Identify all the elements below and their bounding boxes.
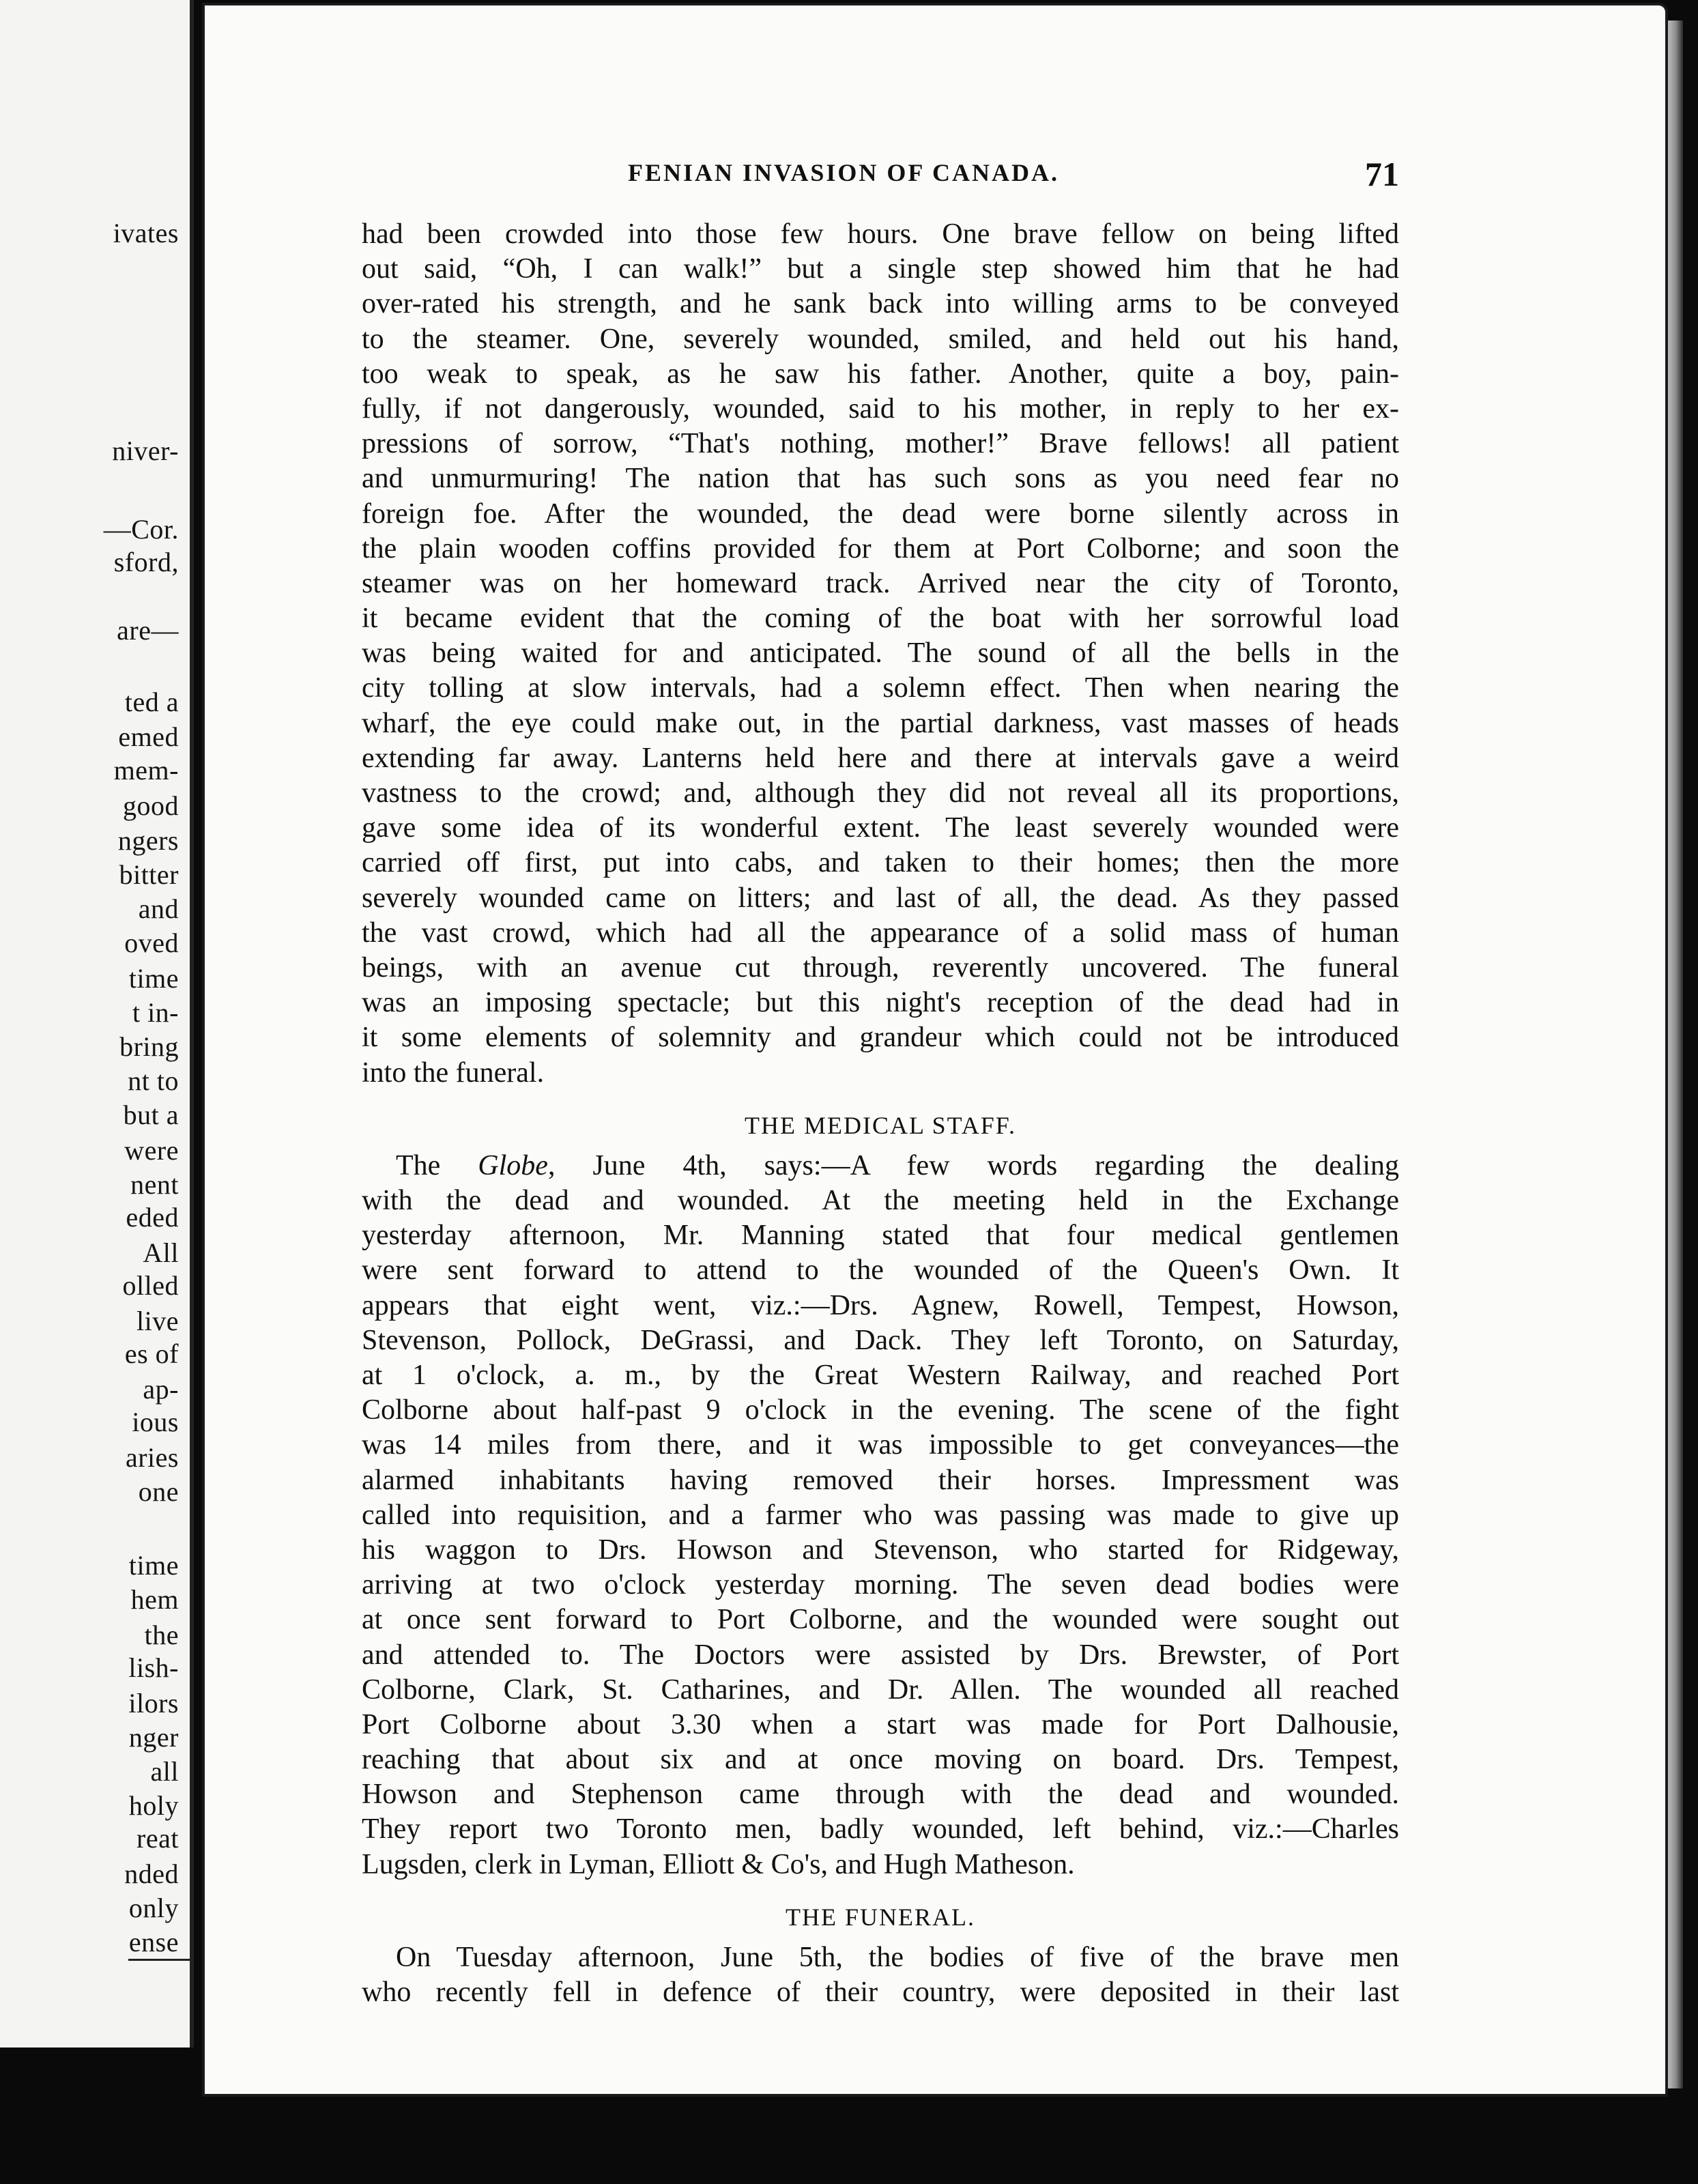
- text-line: was 14 miles from there, and it was impossible to get conveyances—the: [362, 1429, 1399, 1461]
- text-line: severely wounded came on litters; and last of all, the dead. As they passed: [362, 882, 1399, 914]
- previous-page-fragment: and: [138, 893, 179, 924]
- text-line: steamer was on her homeward track. Arrived near the city of Toronto,: [362, 567, 1399, 599]
- previous-page-fragment: ap-: [143, 1374, 179, 1405]
- text-line: wharf, the eye could make out, in the partial darkness, vast masses of heads: [362, 707, 1399, 739]
- text-line: it some elements of solemnity and grandeur which could not be introduced: [362, 1022, 1399, 1054]
- previous-page-fragment: ivates: [113, 218, 179, 248]
- previous-page-fragment: nent: [130, 1169, 179, 1200]
- text-line: city tolling at slow intervals, had a solemn effect. Then when nearing the: [362, 672, 1399, 704]
- previous-page-fragment: ngers: [117, 825, 179, 856]
- previous-page-fragment: the: [144, 1620, 179, 1650]
- text-line: and unmurmuring! The nation that has such sons as you need fear no: [362, 463, 1399, 495]
- text-line: Stevenson, Pollock, DeGrassi, and Dack. They left Toronto, on Saturday,: [362, 1324, 1399, 1356]
- text-line: Colborne about half-past 9 o'clock in the evening. The scene of the fight: [362, 1394, 1399, 1426]
- previous-page-fragment: but a: [123, 1100, 179, 1130]
- previous-page-fragment: olled: [122, 1270, 179, 1301]
- previous-page-fragment: —Cor.: [103, 514, 179, 545]
- previous-page-fragment: time: [128, 963, 179, 994]
- previous-page-fragment: all: [150, 1756, 179, 1787]
- text-line: at 1 o'clock, a. m., by the Great Western Railway, and reached Port: [362, 1360, 1399, 1391]
- text-line: carried off first, put into cabs, and taken to their homes; then the more: [362, 847, 1399, 879]
- previous-page-fragment: hem: [130, 1584, 179, 1615]
- previous-page-fragment: are—: [117, 615, 179, 646]
- text-line: Colborne, Clark, St. Catharines, and Dr. Allen. The wounded all reached: [362, 1673, 1399, 1706]
- text-line: the vast crowd, which had all the appearance of a solid mass of human: [362, 917, 1399, 949]
- previous-page-fragment: emed: [118, 721, 179, 752]
- previous-page-edge: [0, 0, 194, 2048]
- text-line: Port Colborne about 3.30 when a start was made for Port Dalhousie,: [362, 1708, 1399, 1740]
- text-line: reaching that about six and at once moving on board. Drs. Tempest,: [362, 1744, 1399, 1776]
- heading-medical-staff: THE MEDICAL STAFF.: [745, 1111, 1016, 1139]
- text-line: his waggon to Drs. Howson and Stevenson, who started for Ridgeway,: [362, 1534, 1399, 1566]
- text-line: with the dead and wounded. At the meeting held in the Exchange: [362, 1185, 1399, 1217]
- text-line: Lugsden, clerk in Lyman, Elliott & Co's, and Hugh Matheson.: [362, 1848, 1075, 1880]
- previous-page-fragment: ious: [132, 1407, 179, 1437]
- page-text: [362, 217, 1399, 2010]
- previous-page-fragment: ted a: [124, 687, 179, 717]
- text-line: beings, with an avenue cut through, reverently uncovered. The funeral: [362, 951, 1399, 983]
- paragraph-medical-staff: [362, 1183, 1399, 1882]
- text-line: pressions of sorrow, “That's nothing, mother!” Brave fellows! all patient: [362, 428, 1399, 460]
- text-line: out said, “Oh, I can walk!” but a single step showed him that he had: [362, 253, 1399, 285]
- text-line: The Globe, June 4th, says:—A few words regarding the dealing: [396, 1149, 1400, 1181]
- previous-page-fragment: good: [123, 790, 179, 821]
- paragraph-wounded-return: [362, 217, 1399, 1091]
- page-number: 71: [1365, 155, 1399, 193]
- text-line: who recently fell in defence of their country, were deposited in their last: [362, 1977, 1399, 2009]
- previous-page-fragment: es of: [124, 1338, 179, 1369]
- running-head: FENIAN INVASION OF CANADA.: [628, 159, 1060, 186]
- text-line: had been crowded into those few hours. One brave fellow on being lifted: [362, 218, 1399, 250]
- text-line: On Tuesday afternoon, June 5th, the bodies of five of the brave men: [396, 1942, 1399, 1973]
- text-line: was being waited for and anticipated. The sound of all the bells in the: [362, 637, 1399, 670]
- text-line: arriving at two o'clock yesterday morning. The seven dead bodies were: [362, 1569, 1399, 1601]
- text-line: extending far away. Lanterns held here and there at intervals gave a weird: [362, 742, 1399, 774]
- previous-page-fragment: lish-: [128, 1652, 179, 1683]
- text-line: to the steamer. One, severely wounded, smiled, and held out his hand,: [362, 323, 1399, 355]
- previous-page-fragment: one: [138, 1476, 179, 1507]
- previous-page-fragment: only: [128, 1893, 179, 1923]
- text-line: was an imposing spectacle; but this night's reception of the dead had in: [362, 987, 1399, 1019]
- previous-page-fragment: aries: [125, 1442, 179, 1473]
- previous-page-fragment: nt to: [128, 1065, 179, 1096]
- text-line: too weak to speak, as he saw his father. Another, quite a boy, pain-: [362, 358, 1399, 390]
- text-line: over-rated his strength, and he sank back into willing arms to be conveyed: [362, 288, 1399, 320]
- heading-funeral: THE FUNERAL.: [786, 1903, 975, 1931]
- previous-page-fragment: reat: [136, 1823, 179, 1854]
- previous-page-fragment: ense: [128, 1927, 179, 1957]
- previous-page-fragment: mem-: [113, 755, 179, 786]
- text-line: yesterday afternoon, Mr. Manning stated that four medical gentlemen: [362, 1220, 1399, 1252]
- text-line: the plain wooden coffins provided for them at Port Colborne; and soon the: [362, 532, 1399, 564]
- text-line: it became evident that the coming of the boat with her sorrowful load: [362, 603, 1399, 635]
- previous-page-fragment: time: [128, 1550, 179, 1581]
- page-edge-shadow: [1665, 20, 1683, 2088]
- previous-page-fragment: eded: [126, 1202, 179, 1233]
- previous-page-fragment: were: [124, 1135, 179, 1166]
- text-line: Howson and Stephenson came through with the dead and wounded.: [362, 1779, 1399, 1811]
- paragraph-funeral: [362, 1940, 1399, 2010]
- text-line: foreign foe. After the wounded, the dead were borne silently across in: [362, 498, 1399, 530]
- previous-page-fragment: ilors: [128, 1688, 179, 1719]
- text-line: called into requisition, and a farmer who was passing was made to give up: [362, 1499, 1399, 1531]
- previous-page-fragment: t in-: [132, 997, 179, 1028]
- text-line: into the funeral.: [362, 1057, 545, 1089]
- text-line: alarmed inhabitants having removed their horses. Impressment was: [362, 1464, 1399, 1496]
- text-line: They report two Toronto men, badly wounded, left behind, viz.:—Charles: [362, 1813, 1399, 1845]
- text-line: and attended to. The Doctors were assisted by Drs. Brewster, of Port: [362, 1639, 1399, 1671]
- text-line: appears that eight went, viz.:—Drs. Agnew, Rowell, Tempest, Howson,: [362, 1289, 1399, 1321]
- previous-page-fragment: bring: [119, 1031, 179, 1062]
- previous-page-fragment: holy: [128, 1790, 179, 1821]
- text-line: at once sent forward to Port Colborne, and the wounded were sought out: [362, 1604, 1399, 1636]
- previous-page-fragment: live: [136, 1306, 179, 1336]
- previous-page-fragment: All: [143, 1237, 179, 1268]
- previous-page-fragment: oved: [124, 928, 179, 958]
- text-line: vastness to the crowd; and, although they did not reveal all its proportions,: [362, 777, 1399, 809]
- previous-page-fragment: niver-: [112, 435, 179, 466]
- previous-page-fragment: nded: [124, 1858, 179, 1889]
- previous-page-fragment: nger: [128, 1722, 179, 1753]
- previous-page-rule: [128, 1959, 190, 1961]
- text-line: fully, if not dangerously, wounded, said to his mother, in reply to her ex-: [362, 392, 1399, 425]
- text-line: were sent forward to attend to the wounded of the Queen's Own. It: [362, 1254, 1399, 1287]
- text-line: gave some idea of its wonderful extent. The least severely wounded were: [362, 812, 1399, 844]
- previous-page-fragment: bitter: [119, 859, 179, 890]
- previous-page-fragment: sford,: [113, 547, 179, 577]
